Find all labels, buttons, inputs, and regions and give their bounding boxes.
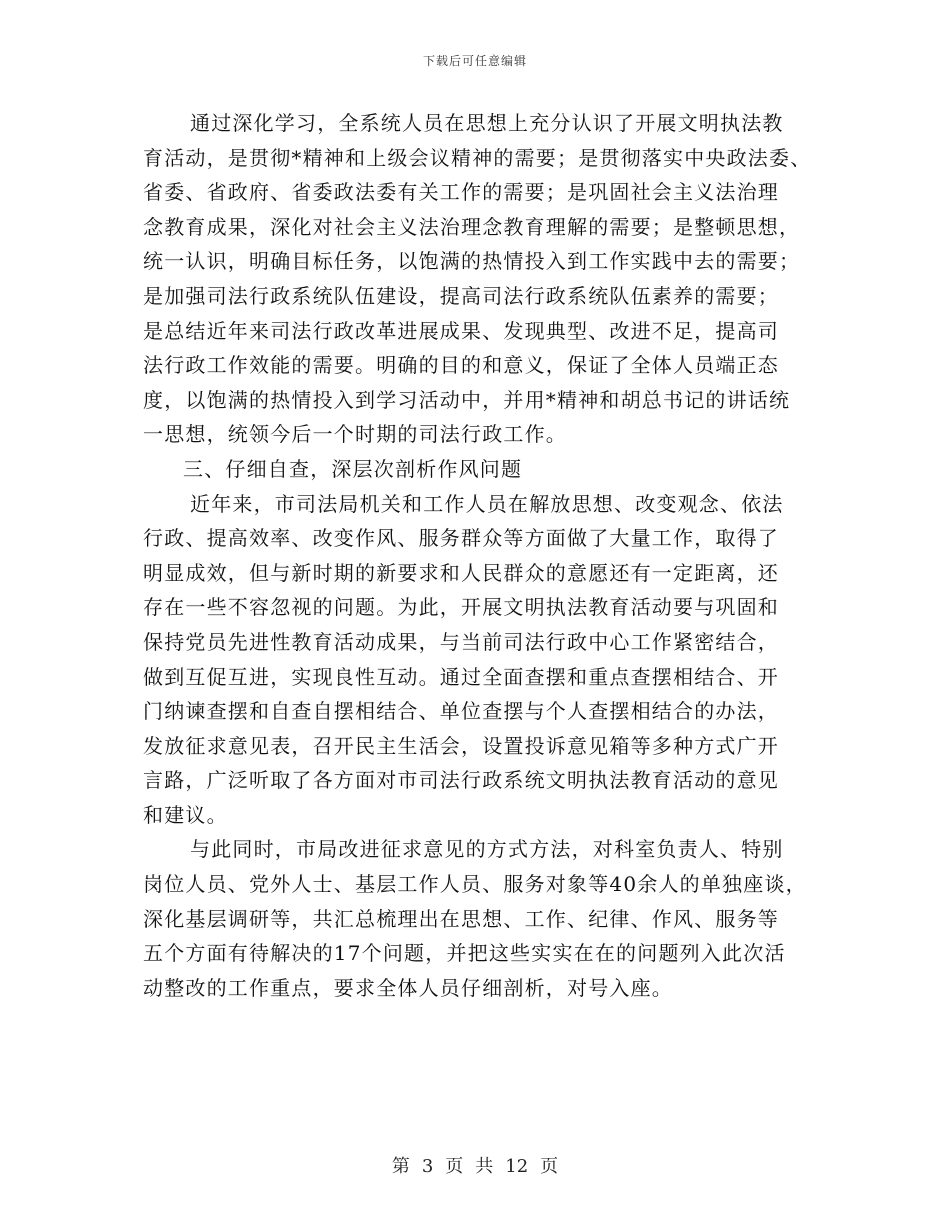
footer-gong: 共 xyxy=(475,1156,494,1177)
paragraph-line: 一思想，统领今后一个时期的司法行政工作。 xyxy=(143,422,567,447)
footer-ye: 页 xyxy=(445,1156,464,1177)
page-number: 3 xyxy=(421,1156,434,1177)
paragraph-line: 近年来，市司法局机关和工作人员在解放思想、改变观念、依法 xyxy=(190,491,784,516)
page-footer xyxy=(0,1152,950,1178)
paragraph-line: 通过深化学习，全系统人员在思想上充分认识了开展文明执法教 xyxy=(190,111,784,135)
page-header: 下载后可任意编辑 xyxy=(422,54,527,68)
paragraph-line: 做到互促互进，实现良性互动。通过全面查摆和重点查摆相结合、开 xyxy=(143,664,779,689)
paragraph-line: 发放征求意见表，召开民主生活会，设置投诉意见箱等多种方式广开 xyxy=(143,733,779,758)
paragraph-line: 存在一些不容忽视的问题。为此，开展文明执法教育活动要与巩固和 xyxy=(143,595,779,620)
paragraph-line: 是总结近年来司法行政改革进展成果、发现典型、改进不足，提高司 xyxy=(143,318,779,343)
paragraph-line: 动整改的工作重点，要求全体人员仔细剖析，对号入座。 xyxy=(143,975,673,1000)
total-pages: 12 xyxy=(505,1156,529,1177)
footer-di: 第 xyxy=(391,1156,410,1177)
paragraph-line: 行政、提高效率、改变作风、服务群众等方面做了大量工作，取得了 xyxy=(143,526,779,551)
paragraph-line: 明显成效，但与新时期的新要求和人民群众的意愿还有一定距离，还 xyxy=(143,560,779,585)
footer-ye2: 页 xyxy=(540,1156,559,1177)
paragraph-line: 门纳谏查摆和自查自摆相结合、单位查摆与个人查摆相结合的办法， xyxy=(143,699,779,724)
paragraph-line: 度，以饱满的热情投入到学习活动中，并用*精神和胡总书记的讲话统 xyxy=(143,387,791,412)
document-body xyxy=(143,106,823,1005)
paragraph-line: 和建议。 xyxy=(143,802,228,827)
paragraph-line: 育活动，是贯彻*精神和上级会议精神的需要；是贯彻落实中央政法委、 xyxy=(143,145,812,170)
paragraph-line: 保持党员先进性教育活动成果，与当前司法行政中心工作紧密结合， xyxy=(143,629,779,654)
paragraph-line: 言路，广泛听取了各方面对市司法行政系统文明执法教育活动的意见 xyxy=(143,768,779,793)
paragraph-line: 与此同时，市局改进征求意见的方式方法，对科室负责人、特别 xyxy=(190,837,784,862)
paragraph-line: 省委、省政府、省委政法委有关工作的需要；是巩固社会主义法治理 xyxy=(143,180,779,205)
paragraph-line: 念教育成果，深化对社会主义法治理念教育理解的需要；是整顿思想， xyxy=(143,214,801,239)
paragraph-line: 五个方面有待解决的17个问题，并把这些实实在在的问题列入此次活 xyxy=(143,941,786,966)
paragraph-line: 深化基层调研等，共汇总梳理出在思想、工作、纪律、作风、服务等 xyxy=(143,906,779,931)
paragraph-line: 岗位人员、党外人士、基层工作人员、服务对象等40余人的单独座谈， xyxy=(143,872,807,897)
paragraph-line: 是加强司法行政系统队伍建设，提高司法行政系统队伍素养的需要； xyxy=(143,283,779,308)
paragraph-line: 法行政工作效能的需要。明确的目的和意义，保证了全体人员端正态 xyxy=(143,353,779,378)
paragraph-line: 统一认识，明确目标任务，以饱满的热情投入到工作实践中去的需要； xyxy=(143,249,801,274)
section-heading: 三、仔细自查，深层次剖析作风问题 xyxy=(183,456,523,481)
